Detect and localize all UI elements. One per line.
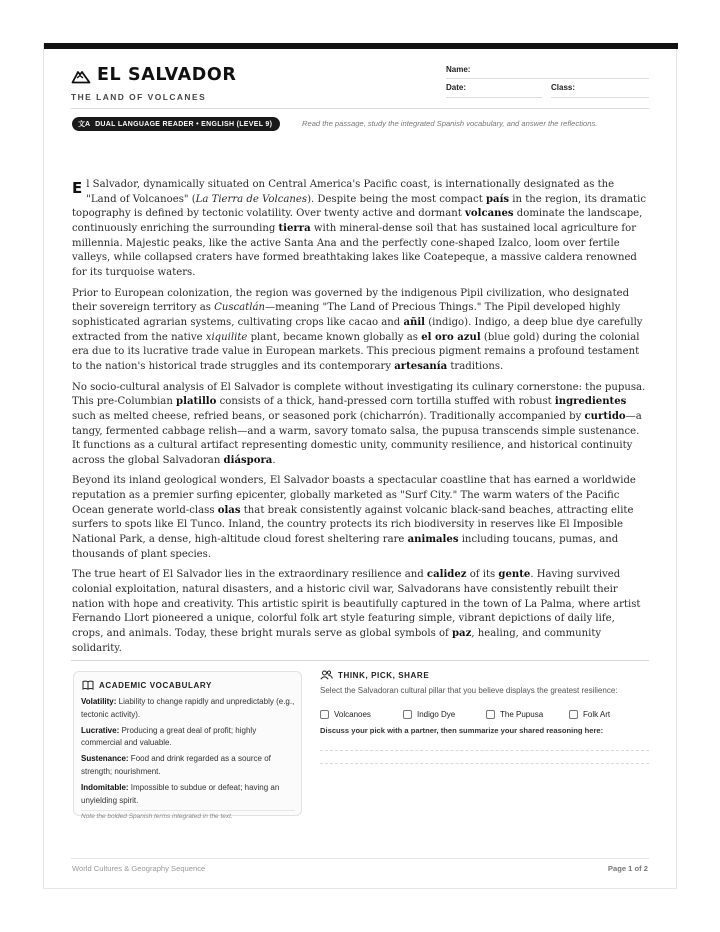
vocabulary-list — [81, 696, 295, 810]
text-run: Prior to European colonization, the region was governed by the indigenous Pipil civilization, who designated their sovereign territory as — [72, 287, 630, 314]
name-field[interactable] — [446, 78, 649, 79]
vocabulary-heading-text: ACADEMIC VOCABULARY — [99, 680, 212, 690]
vocabulary-definition: Producing a great deal of profit; highly commercial and valuable. — [81, 725, 257, 748]
spanish-term: paz — [452, 628, 472, 640]
tps-heading — [320, 670, 429, 680]
option-label: Indigo Dye — [417, 710, 456, 719]
spanish-term: platillo — [176, 396, 217, 408]
vocabulary-definition: Food and drink regarded as a source of strength; nourishment. — [81, 754, 271, 776]
text-run: (blue gold) during the colonial era due to its lucrative trade value in European markets. This precious pigment remains a profound testament to the nation's historical trade struggles and its contemporary — [72, 331, 640, 372]
instructions: Read the passage, study the integrated Spanish vocabulary, and answer the reflections. — [302, 119, 598, 128]
text-run: —meaning "The Land of Precious Things." The Pipil developed highly sophisticated agrarian systems, cultivating crops like cacao and — [72, 302, 621, 328]
spanish-term: artesanía — [394, 360, 448, 372]
footer-page-number: Page 1 of 2 — [607, 864, 648, 873]
header-divider — [71, 108, 649, 109]
vocabulary-box — [73, 671, 302, 820]
translate-icon: 文A — [78, 121, 91, 128]
italic-term: Cuscatlán — [214, 302, 265, 314]
paragraph — [72, 178, 646, 281]
text-run: (indigo). Indigo, a deep blue dye carefully extracted from the native — [72, 316, 643, 343]
footer-divider — [71, 858, 649, 859]
tps-prompt: Select the Salvadoran cultural pillar that you believe displays the greatest resilience: — [320, 686, 618, 695]
italic-term: La Tierra de Volcanes — [195, 193, 308, 205]
italic-term: xiquilite — [205, 331, 248, 343]
text-run: in the region, its dramatic topography is defined by tectonic volatility. Over twenty active and dormant — [72, 193, 646, 220]
discuss-prompt: Discuss your pick with a partner, then summarize your shared reasoning here: — [320, 726, 604, 735]
vocabulary-heading — [82, 680, 212, 690]
volcano-icon — [71, 66, 91, 84]
option-the-pupusa[interactable] — [486, 710, 569, 719]
book-icon — [82, 680, 94, 690]
brand — [71, 65, 236, 85]
vocabulary-item — [81, 725, 295, 751]
text-run: including toucans, pumas, and thousands of plant species. — [72, 534, 619, 560]
spanish-term: diáspora — [223, 454, 273, 466]
text-run: , healing, and community solidarity. — [72, 628, 602, 654]
option-folk-art[interactable] — [569, 710, 639, 719]
option-label: The Pupusa — [500, 710, 544, 719]
drop-cap: E — [72, 179, 83, 197]
reading-passage — [72, 178, 646, 662]
vocabulary-definition: Impossible to subdue or defeat; having an unyielding spirit. — [81, 782, 280, 805]
vocabulary-term: Indomitable: — [81, 782, 129, 792]
text-run: No socio-cultural analysis of El Salvador is complete without investigating its culinary cornerstone: the pupusa. This pre-Columbian — [72, 381, 646, 408]
checkbox[interactable] — [486, 710, 495, 719]
option-list — [320, 710, 640, 719]
text-run: The true heart of El Salvador lies in the extraordinary resilience and — [72, 569, 427, 581]
badge-label: DUAL LANGUAGE READER • ENGLISH (LEVEL 9) — [95, 120, 273, 128]
option-indigo-dye[interactable] — [403, 710, 486, 719]
paragraph — [72, 568, 646, 656]
text-run: l Salvador, dynamically situated on Central America's Pacific coast, is internationally designated as the "Land of Volcanoes" ( — [86, 179, 615, 205]
text-run: consists of a thick, hand-pressed corn tortilla stuffed with robust — [216, 396, 555, 408]
option-label: Volcanoes — [334, 710, 371, 719]
text-run: —a tangy, fermented cabbage relish—and a warm, savory tomato salsa, the pupusa transcends simple sustenance. It functions as a cultural artifact representing domestic unity, community resilience, and historical continuity across the global Salvadoran — [72, 410, 642, 466]
class-label: Class: — [551, 83, 576, 92]
option-volcanoes[interactable] — [320, 710, 403, 719]
spanish-term: animales — [407, 534, 459, 546]
spanish-term: gente — [498, 569, 531, 581]
paragraph — [72, 381, 646, 469]
top-bar — [44, 43, 678, 49]
spanish-term: tierra — [278, 222, 311, 234]
vocabulary-term: Volatility: — [81, 697, 117, 706]
spanish-term: añil — [403, 316, 426, 328]
paragraph — [72, 474, 646, 562]
spanish-term: curtido — [584, 410, 626, 422]
spanish-term: ingredientes — [554, 396, 627, 408]
worksheet-page — [43, 43, 677, 889]
paragraph — [72, 287, 646, 375]
text-run: . Having survived colonial exploitation, natural disasters, and a historic civil war, Salvadorans have consistently rebuilt their nation with hope and creativity. This artistic spirit is beautifully captured in the town of La Palma, where artist Fernando Llort pioneered a unique, colorful folk art style featuring simple, vibrant depictions of daily life, crops, and animals. Today, these bright murals serve as global symbols of — [72, 569, 641, 640]
vocabulary-term: Lucrative: — [81, 725, 120, 735]
text-run: that break consistently against volcanic black-sand beaches, attracting elite surfers to spots like El Tunco. Inland, the country protects its rich biodiversity in reserves like El Imposible National Park, a dense, high-altitude cloud forest sheltering rare — [72, 504, 634, 546]
spanish-term: país — [485, 193, 510, 205]
vocabulary-term: Sustenance: — [81, 754, 129, 764]
section-divider — [71, 660, 649, 661]
page-title: EL SALVADOR — [97, 65, 237, 85]
footer-course: World Cultures & Geography Sequence — [72, 864, 206, 873]
checkbox[interactable] — [403, 710, 412, 719]
spanish-term: el oro azul — [421, 331, 481, 343]
vocabulary-item — [81, 782, 295, 808]
text-run: ). Despite being the most compact — [307, 193, 486, 205]
text-run: dominate the landscape, continuously enriching the surrounding — [72, 208, 643, 234]
text-run: Beyond its inland geological wonders, El Salvador boasts a spectacular coastline that has earned a worldwide reputation as a premier surfing epicenter, globally marketed as "Surf City." The warm waters of the Pacific Ocean generate world-class — [72, 475, 636, 516]
text-run: . — [272, 454, 276, 466]
checkbox[interactable] — [569, 710, 578, 719]
spanish-term: olas — [217, 504, 241, 516]
date-field[interactable] — [446, 97, 542, 98]
vocabulary-definition: Liability to change rapidly and unpredictably (e.g., tectonic activity). — [81, 697, 295, 719]
text-run: such as melted cheese, refried beans, or seasoned pork (chicharrón). Traditionally accompanied by — [72, 410, 585, 422]
answer-line[interactable] — [320, 763, 649, 764]
level-badge — [72, 117, 280, 131]
users-icon — [320, 670, 333, 680]
text-run: with mineral-dense soil that has sustained local agriculture for millennia. Majestic peaks, like the active Santa Ana and the perfectly cone-shaped Izalco, loom over fertile valleys, while collapsed craters have formed breathtaking lakes like Coatepeque, a massive caldera renowned for its turquoise waters. — [72, 222, 637, 278]
vocabulary-item — [81, 696, 295, 722]
class-field[interactable] — [551, 97, 649, 98]
answer-line[interactable] — [320, 750, 649, 751]
date-label: Date: — [446, 83, 467, 92]
option-label: Folk Art — [583, 710, 611, 719]
vocabulary-note: Note the bolded Spanish terms integrated in the text. — [81, 810, 295, 820]
page-subtitle: THE LAND OF VOLCANES — [71, 92, 207, 102]
text-run: traditions. — [447, 360, 504, 372]
text-run: of its — [466, 569, 499, 581]
text-run: plant, became known globally as — [247, 331, 422, 343]
spanish-term: volcanes — [465, 208, 514, 220]
spanish-term: calidez — [426, 569, 467, 581]
checkbox[interactable] — [320, 710, 329, 719]
tps-heading-text: THINK, PICK, SHARE — [338, 670, 430, 680]
name-label: Name: — [446, 65, 471, 74]
vocabulary-item — [81, 753, 295, 779]
